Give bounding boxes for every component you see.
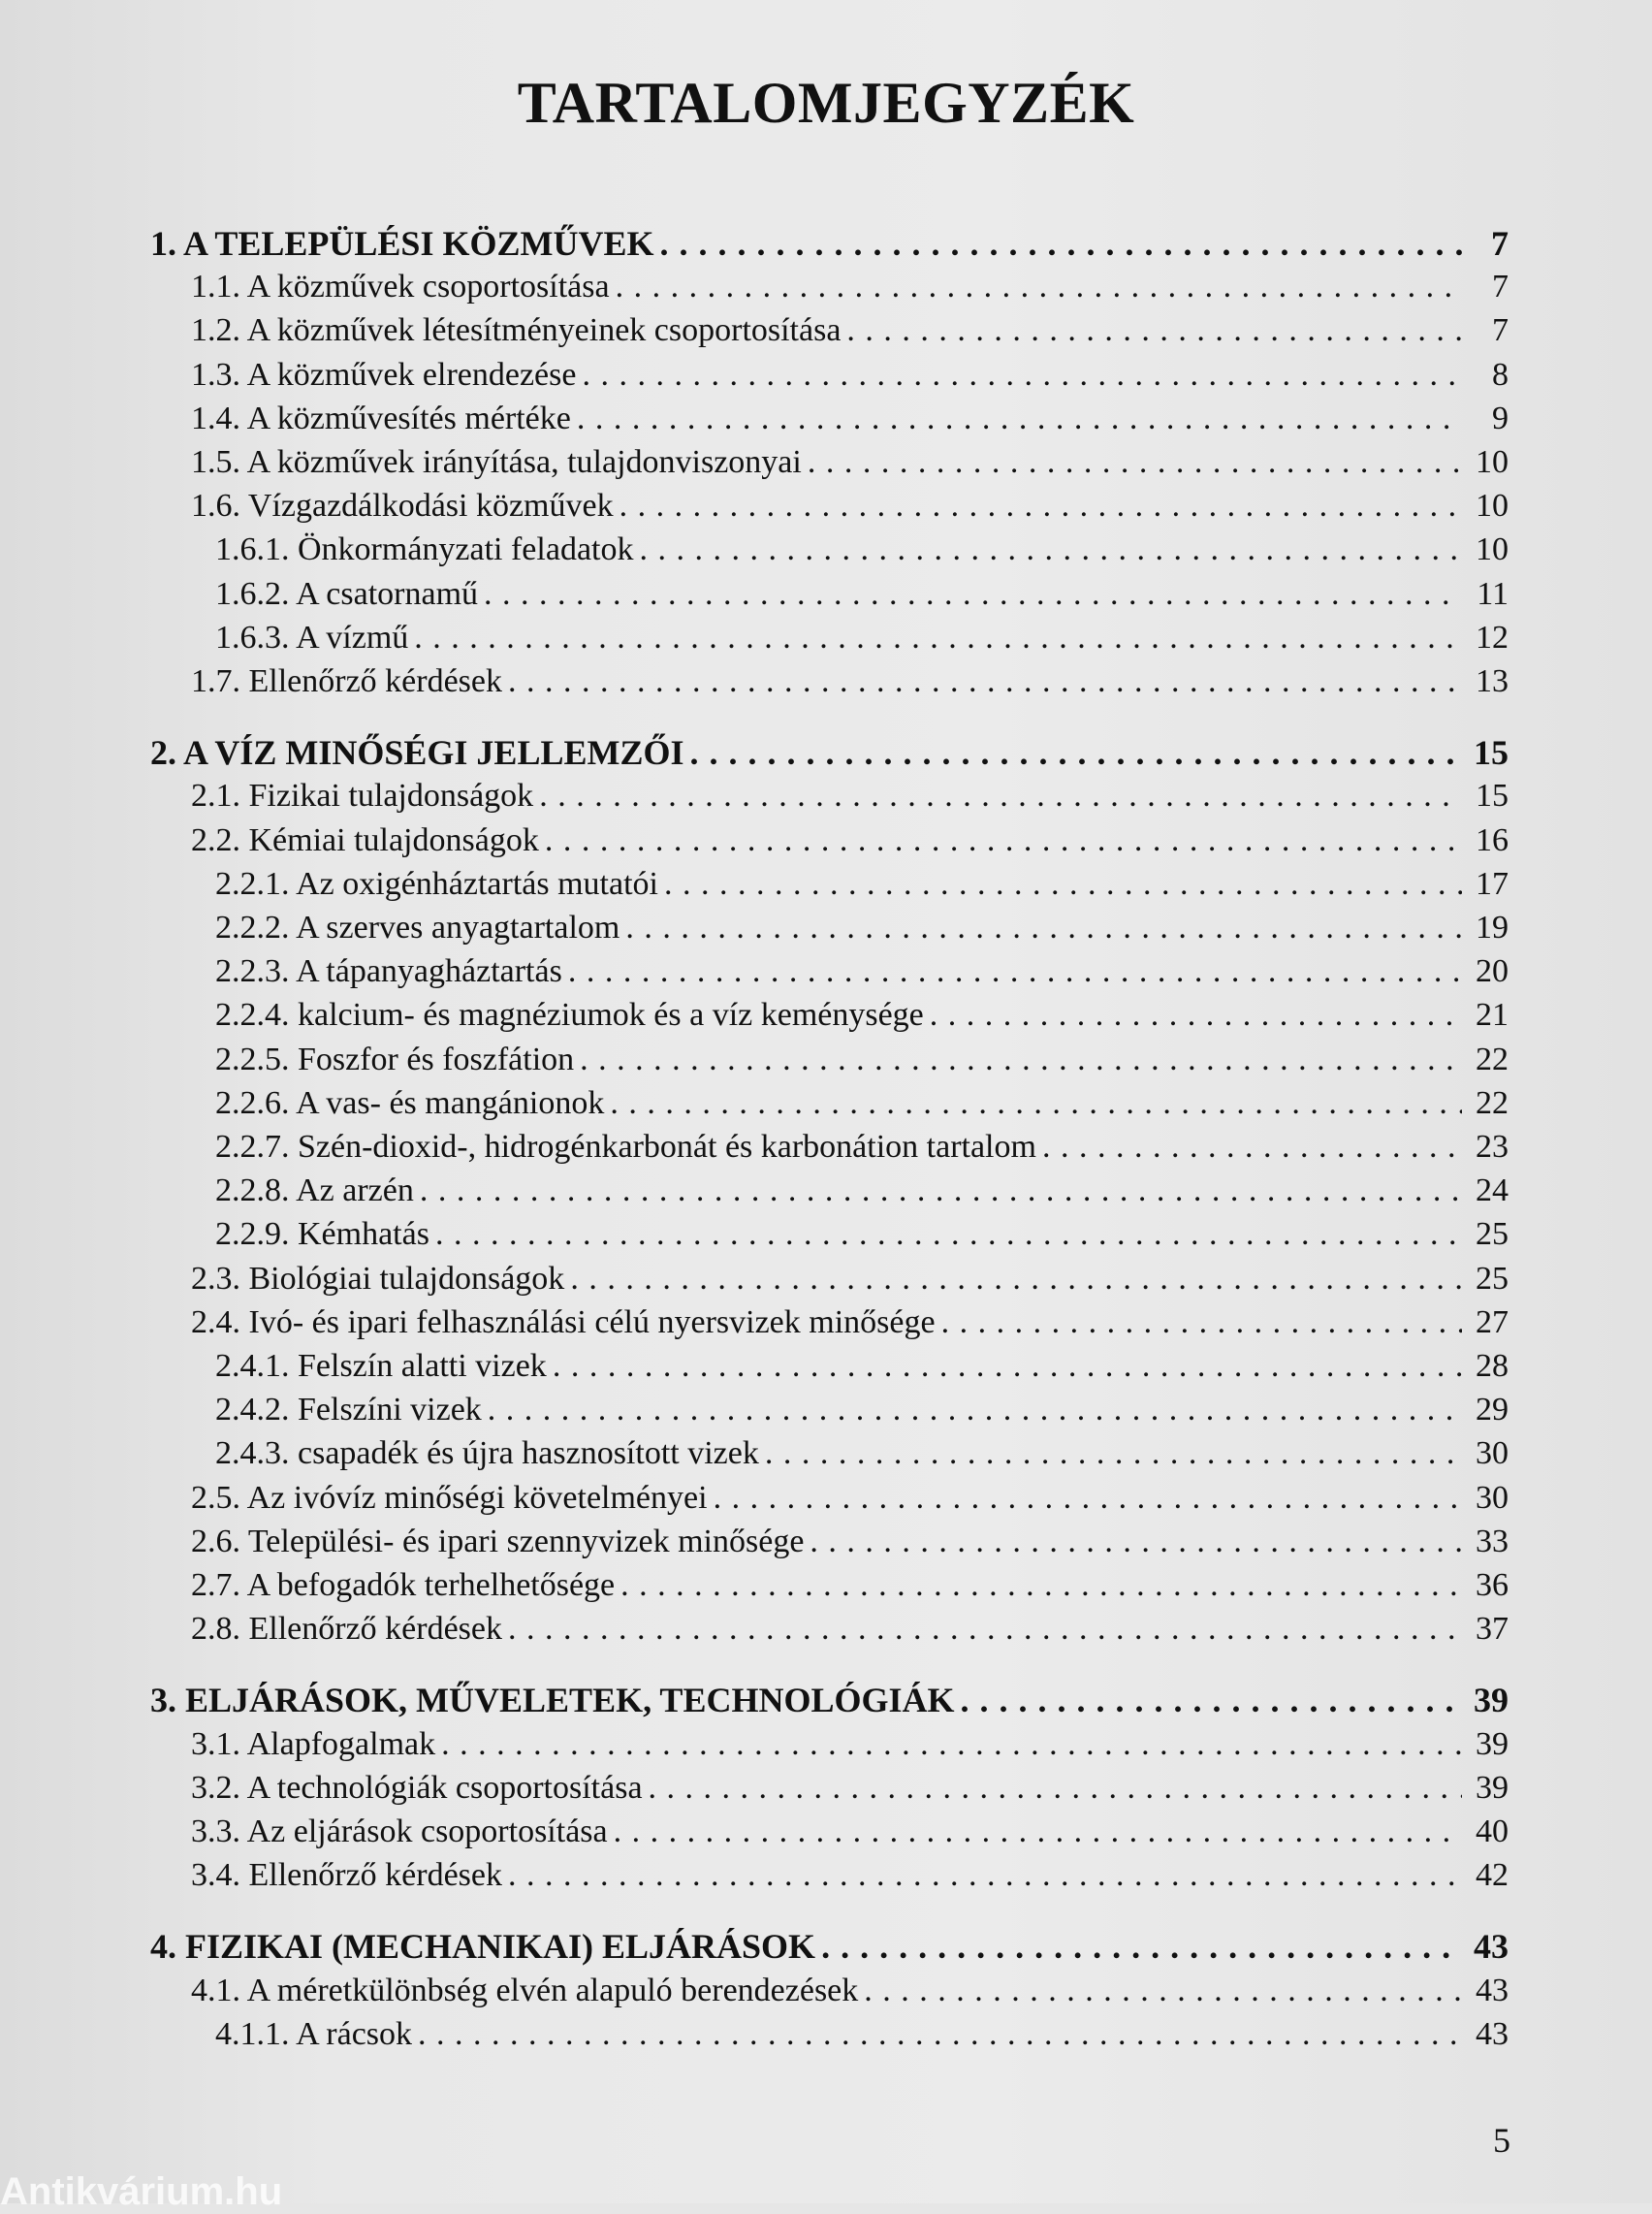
watermark: Antikvárium.hu	[0, 2170, 283, 2213]
toc-entry	[0, 993, 1652, 1038]
toc-entry-title	[215, 1388, 1462, 1432]
toc-entry-label: 1.6. Vízgazdálkodási közművek	[191, 488, 614, 524]
toc-entry-title	[150, 730, 1462, 775]
toc-entry-label: 2.4.1. Felszín alatti vizek	[215, 1348, 547, 1384]
toc-entry-label: 4.1. A méretkülönbség elvén alapuló berendezések	[191, 1973, 859, 2008]
toc-entry	[0, 308, 1652, 353]
toc-entry	[0, 862, 1652, 907]
toc-entry-page: 25	[1476, 1216, 1509, 1252]
toc-entry	[0, 265, 1652, 309]
toc-entry-title	[215, 616, 1462, 660]
toc-entry-label: 1.6.2. A csatornamű	[215, 576, 479, 612]
toc-entry-title	[191, 1853, 1462, 1898]
toc-entry-page: 8	[1492, 357, 1509, 393]
toc-entry-page: 43	[1476, 1973, 1509, 2008]
toc-entry-page: 29	[1476, 1392, 1509, 1428]
toc-entry-label: 4. FIZIKAI (MECHANIKAI) ELJÁRÁSOK	[150, 1927, 816, 1966]
toc-entry-title	[191, 397, 1462, 441]
toc-entry-label: 3. ELJÁRÁSOK, MŰVELETEK, TECHNOLÓGIÁK	[150, 1681, 955, 1719]
toc-entry-label: 1.7. Ellenőrző kérdések	[191, 663, 502, 699]
toc-entry-label: 2.2.1. Az oxigénháztartás mutatói	[215, 866, 658, 902]
toc-entry-label: 1.4. A közművesítés mértéke	[191, 401, 571, 436]
toc-entry-page: 10	[1476, 531, 1509, 567]
toc-entry	[0, 440, 1652, 485]
toc-entry-label: 2.5. Az ivóvíz minőségi követelményei	[191, 1480, 708, 1516]
toc-entry-title	[215, 572, 1462, 617]
toc-entry-title	[191, 659, 1462, 704]
toc-entry	[0, 1810, 1652, 1854]
toc-entry-title	[191, 484, 1462, 529]
toc-entry-label: 2.2.5. Foszfor és foszfátion	[215, 1042, 575, 1077]
toc-entry-label: 2.4.2. Felszíni vizek	[215, 1392, 482, 1428]
toc-entry-title	[191, 1722, 1462, 1767]
toc-entry-label: 1.6.1. Önkormányzati feladatok	[215, 531, 634, 567]
toc-entry-label: 2.2.9. Kémhatás	[215, 1216, 429, 1252]
toc-entry	[0, 1257, 1652, 1301]
toc-entry	[0, 1300, 1652, 1345]
toc-entry-page: 22	[1476, 1085, 1509, 1121]
toc-entry	[0, 528, 1652, 572]
toc-entry	[0, 353, 1652, 398]
toc-entry-page: 12	[1476, 620, 1509, 656]
toc-entry-label: 2.2.4. kalcium- és magnéziumok és a víz keménysége	[215, 997, 924, 1033]
toc-entry	[0, 1476, 1652, 1521]
toc-entry-title	[191, 1520, 1462, 1564]
toc-entry-title	[191, 440, 1462, 485]
toc-entry-title	[191, 1607, 1462, 1652]
toc-entry-label: 1.3. A közművek elrendezése	[191, 357, 577, 393]
toc-entry	[0, 1607, 1652, 1652]
toc-entry-title	[215, 2012, 1462, 2057]
toc-entry	[0, 818, 1652, 863]
toc-entry	[0, 397, 1652, 441]
toc-entry-label: 2.8. Ellenőrző kérdések	[191, 1611, 502, 1647]
toc-entry-label: 2.3. Biológiai tulajdonságok	[191, 1261, 565, 1297]
toc-entry-label: 3.3. Az eljárások csoportosítása	[191, 1813, 608, 1849]
toc-entry-label: 2.2.7. Szén-dioxid-, hidrogénkarbonát és karbonátion tartalom	[215, 1129, 1036, 1165]
toc-entry-title	[215, 1344, 1462, 1389]
toc-entry	[0, 659, 1652, 704]
toc-entry-label: 3.2. A technológiák csoportosítása	[191, 1770, 643, 1806]
toc-entry-title	[191, 1810, 1462, 1854]
toc-entry-title	[150, 1678, 1462, 1722]
toc-entry-label: 1. A TELEPÜLÉSI KÖZMŰVEK	[150, 224, 654, 263]
toc-entry-title	[191, 265, 1462, 309]
toc-entry-title	[215, 1125, 1462, 1170]
toc-entry-page: 43	[1476, 2016, 1509, 2052]
toc-entry-label: 2.1. Fizikai tulajdonságok	[191, 778, 534, 814]
toc-entry-page: 7	[1492, 269, 1509, 305]
toc-entry-page: 24	[1476, 1172, 1509, 1208]
toc-entry-page: 28	[1476, 1348, 1509, 1384]
toc-entry-title	[215, 862, 1462, 907]
toc-entry-label: 1.2. A közművek létesítményeinek csoportosítása	[191, 312, 842, 348]
toc-entry-page: 15	[1476, 778, 1509, 814]
toc-entry-page: 37	[1476, 1611, 1509, 1647]
toc-entry-page: 17	[1476, 866, 1509, 902]
toc-entry-title	[191, 1300, 1462, 1345]
toc-entry	[0, 1853, 1652, 1898]
toc-entry-label: 3.1. Alapfogalmak	[191, 1726, 436, 1762]
toc-entry-title	[191, 1476, 1462, 1521]
toc-entry-page: 30	[1476, 1435, 1509, 1471]
toc-entry	[0, 1431, 1652, 1476]
toc-entry-title	[215, 993, 1462, 1038]
toc-entry-title	[191, 1257, 1462, 1301]
toc-entry-title	[215, 1038, 1462, 1082]
toc-entry	[0, 1344, 1652, 1389]
toc-entry	[0, 1125, 1652, 1170]
toc-entry-page: 40	[1476, 1813, 1509, 1849]
toc-entry-label: 2.7. A befogadók terhelhetősége	[191, 1567, 616, 1603]
toc-entry-title	[215, 1431, 1462, 1476]
toc-entry	[0, 572, 1652, 617]
toc-entry-page: 36	[1476, 1567, 1509, 1603]
toc-entry	[0, 1722, 1652, 1767]
toc-entry	[0, 1388, 1652, 1432]
toc-entry-label: 2.2. Kémiai tulajdonságok	[191, 822, 539, 858]
toc-chapter-entry	[0, 1678, 1652, 1722]
toc-entry-page: 39	[1474, 1681, 1509, 1719]
toc-entry-title	[191, 818, 1462, 863]
toc-entry	[0, 1038, 1652, 1082]
toc-entry-title	[191, 1766, 1462, 1811]
toc-entry-page: 33	[1476, 1524, 1509, 1559]
toc-entry-page: 13	[1476, 663, 1509, 699]
toc-entry-page: 39	[1476, 1770, 1509, 1806]
toc-entry-page: 27	[1476, 1304, 1509, 1340]
toc-entry-label: 3.4. Ellenőrző kérdések	[191, 1857, 502, 1893]
toc-entry	[0, 1212, 1652, 1257]
toc-entry	[0, 1563, 1652, 1608]
toc-entry-title	[215, 1212, 1462, 1257]
toc-entry-title	[191, 774, 1462, 818]
toc-entry-page: 43	[1474, 1927, 1509, 1966]
toc-entry-page: 7	[1491, 224, 1509, 263]
toc-entry-page: 42	[1476, 1857, 1509, 1893]
toc-entry	[0, 774, 1652, 818]
toc-entry-page: 39	[1476, 1726, 1509, 1762]
toc-entry-label: 2.2.8. Az arzén	[215, 1172, 414, 1208]
toc-entry	[0, 2012, 1652, 2057]
toc-entry	[0, 1969, 1652, 2013]
toc-entry-page: 19	[1476, 910, 1509, 946]
toc-entry	[0, 1520, 1652, 1564]
toc-entry-page: 22	[1476, 1042, 1509, 1077]
toc-entry-page: 25	[1476, 1261, 1509, 1297]
toc-entry-label: 2.4. Ivó- és ipari felhasználási célú nyersvizek minősége	[191, 1304, 936, 1340]
page-title: TARTALOMJEGYZÉK	[517, 71, 1135, 135]
toc-entry-label: 2.4.3. csapadék és újra hasznosított vizek	[215, 1435, 759, 1471]
toc-entry	[0, 1081, 1652, 1126]
toc-entry	[0, 906, 1652, 950]
toc-entry	[0, 1766, 1652, 1811]
toc-entry-title	[191, 308, 1462, 353]
toc-entry-label: 2. A VÍZ MINŐSÉGI JELLEMZŐI	[150, 733, 684, 772]
toc-entry-page: 16	[1476, 822, 1509, 858]
toc-chapter-entry	[0, 1924, 1652, 1969]
toc-entry-label: 2.6. Települési- és ipari szennyvizek minősége	[191, 1524, 805, 1559]
toc-entry-title	[215, 949, 1462, 994]
toc-entry	[0, 949, 1652, 994]
toc-entry-title	[150, 221, 1462, 266]
toc-entry-page: 11	[1477, 576, 1509, 612]
toc-entry-label: 2.2.6. A vas- és mangánionok	[215, 1085, 605, 1121]
toc-entry-label: 1.5. A közművek irányítása, tulajdonviszonyai	[191, 444, 802, 480]
toc-entry-page: 10	[1476, 488, 1509, 524]
toc-entry-label: 1.1. A közművek csoportosítása	[191, 269, 610, 305]
toc-entry-page: 30	[1476, 1480, 1509, 1516]
toc-entry-title	[191, 353, 1462, 398]
toc-entry-title	[191, 1563, 1462, 1608]
toc-entry-label: 4.1.1. A rácsok	[215, 2016, 413, 2052]
toc-chapter-entry	[0, 730, 1652, 775]
page-number: 5	[1493, 2121, 1510, 2160]
toc-entry	[0, 484, 1652, 529]
toc-entry-page: 9	[1492, 401, 1509, 436]
toc-entry-title	[150, 1924, 1462, 1969]
toc-entry-page: 20	[1476, 953, 1509, 989]
toc-entry-page: 23	[1476, 1129, 1509, 1165]
toc-entry-title	[215, 1169, 1462, 1213]
toc-chapter-entry	[0, 221, 1652, 266]
toc-entry-title	[191, 1969, 1462, 2013]
toc-entry-page: 10	[1476, 444, 1509, 480]
toc-entry-page: 21	[1476, 997, 1509, 1033]
toc-entry-title	[215, 1081, 1462, 1126]
toc-entry-title	[215, 906, 1462, 950]
toc-entry-label: 2.2.3. A tápanyagháztartás	[215, 953, 562, 989]
toc-entry-label: 2.2.2. A szerves anyagtartalom	[215, 910, 620, 946]
toc-entry	[0, 616, 1652, 660]
toc-entry-page: 15	[1474, 733, 1509, 772]
toc-entry-label: 1.6.3. A vízmű	[215, 620, 409, 656]
toc-entry	[0, 1169, 1652, 1213]
toc-entry-title	[215, 528, 1462, 572]
toc-entry-page: 7	[1492, 312, 1509, 348]
